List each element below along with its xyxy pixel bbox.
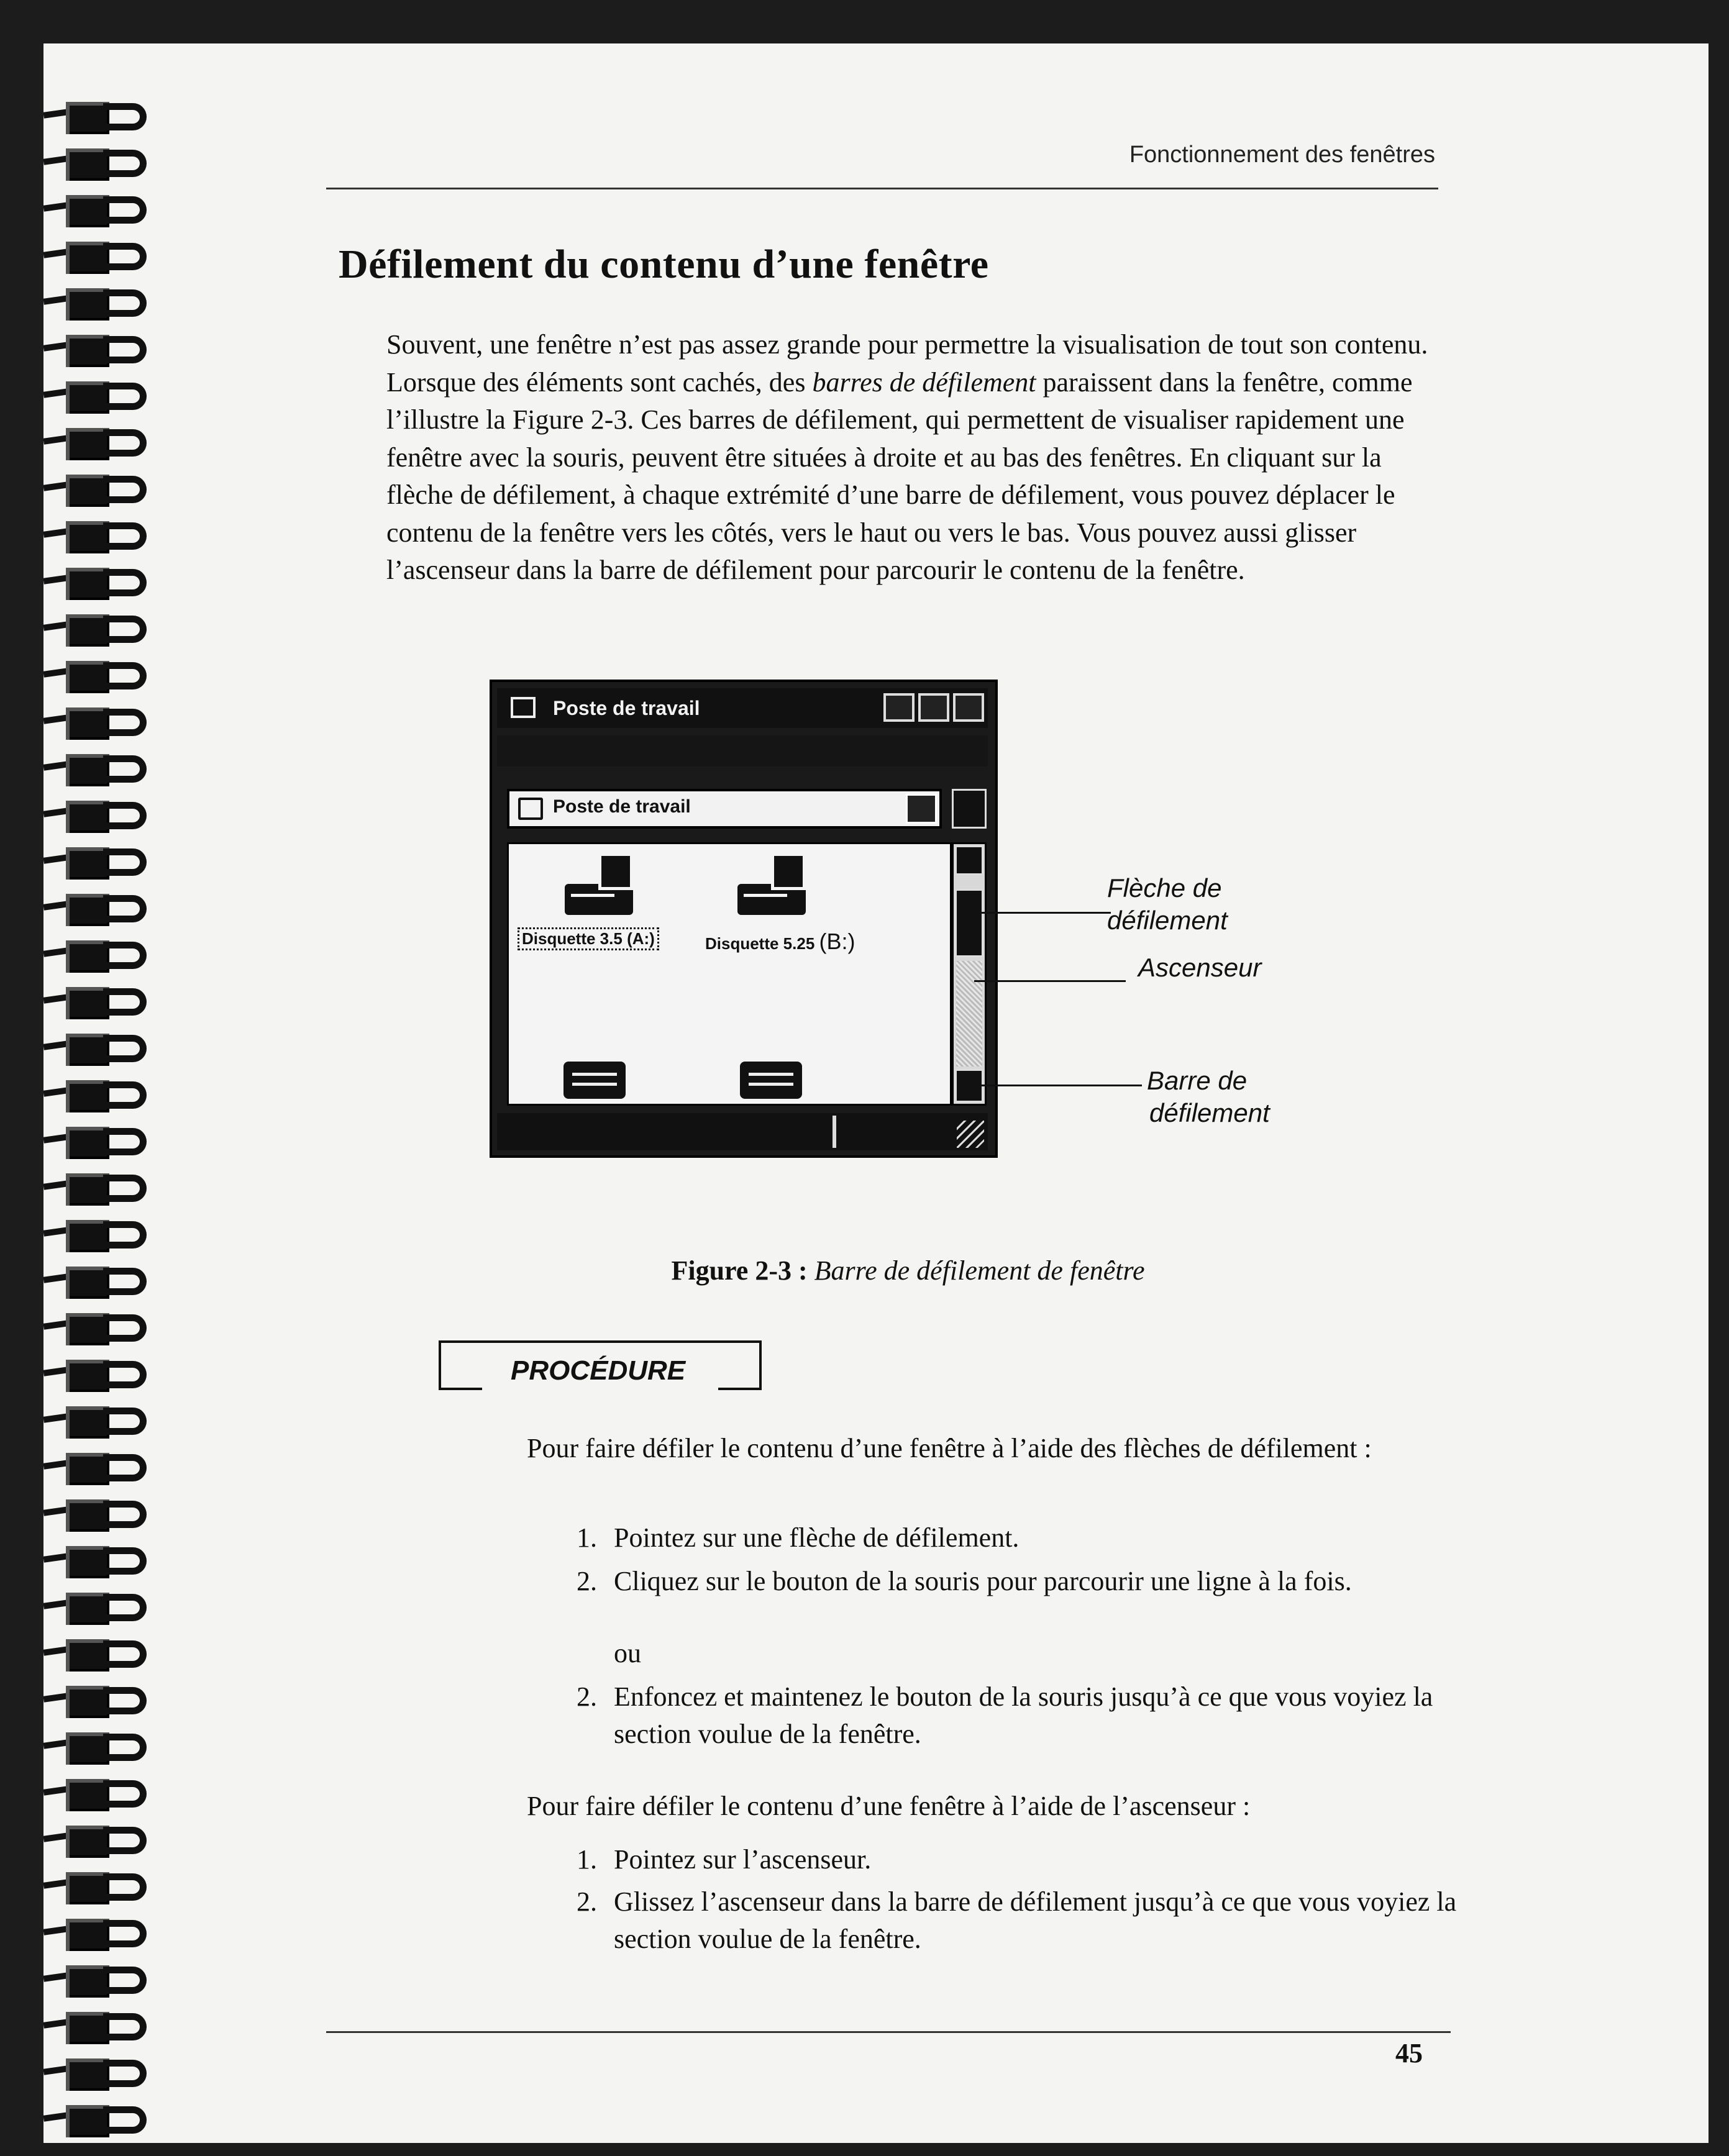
vertical-scrollbar [952, 842, 987, 1106]
procedure2-intro: Pour faire défiler le contenu d’une fenêtre à l’aide de l’ascenseur : [527, 1791, 1251, 1821]
intro-text-1: Souvent, une fenêtre n’est pas assez grande pour permettre la visualisation de tout son contenu. Lorsque des éléments sont cachés, des [386, 329, 1428, 398]
window-screenshot-figure [490, 680, 998, 1158]
section-title: Défilement du contenu d’une fenêtre [339, 242, 989, 287]
binding-ring [43, 938, 168, 975]
step-number: 2. [577, 1681, 597, 1712]
scroll-track [956, 961, 982, 1067]
binding-ring [43, 1311, 168, 1348]
drive-a-name: Disquette 3.5 [522, 929, 623, 948]
procedure-label: PROCÉDURE [511, 1355, 686, 1386]
callout-thumb: Ascenseur [1138, 953, 1262, 982]
callout-scrollbar [1147, 1065, 1270, 1129]
status-bar [497, 1113, 988, 1150]
window-titlebar [497, 688, 988, 728]
procedure1-intro: Pour faire défiler le contenu d’une fenêtre à l’aide des flèches de défilement : [527, 1433, 1372, 1463]
binding-ring [43, 1683, 168, 1721]
binding-ring [43, 1124, 168, 1162]
binding-ring [43, 1637, 168, 1674]
binding-ring [43, 1823, 168, 1860]
window-title: Poste de travail [553, 697, 700, 719]
binding-ring [43, 425, 168, 463]
procedure-box-edge [718, 1388, 762, 1390]
footer-rule [326, 2031, 1451, 2033]
intro-paragraph [386, 326, 1455, 589]
binding-ring [43, 1217, 168, 1255]
list-item [577, 1678, 1459, 1753]
binding-ring [43, 1870, 168, 1907]
binding-ring [43, 1031, 168, 1068]
running-head: Fonctionnement des fenêtres [1129, 142, 1435, 168]
page-number: 45 [1395, 2038, 1423, 2068]
close-icon [953, 693, 984, 722]
binding-ring [43, 239, 168, 276]
callout-line-arrow [974, 912, 1111, 914]
binding-ring [43, 845, 168, 882]
window-controls [883, 693, 984, 722]
binding-ring [43, 891, 168, 929]
binding-ring [43, 472, 168, 509]
binding-ring [43, 332, 168, 370]
toolbar-button [952, 789, 987, 829]
binding-ring [43, 2009, 168, 2047]
callout-scrollbar-line2: défilement [1149, 1098, 1270, 1127]
step-text: Pointez sur l’ascenseur. [614, 1844, 872, 1875]
or-separator: ou [614, 1638, 641, 1668]
floppy-drive-icon [725, 853, 806, 921]
intro-text-2: paraissent dans la fenêtre, comme l’illustre la Figure 2-3. Ces barres de défilement, qui permettent de visualiser rapidement une fenêtre avec la souris, peuvent être situées à droite et au bas des fenêtres. En cliquant sur la flèche de défilement, à chaque extrémité d’une barre de défilement, vous pouvez déplacer le contenu de la fenêtre vers les côtés, vers le haut ou vers le bas. Vous pouvez aussi glisser l’ascenseur dans la barre de défilement pour parcourir le contenu de la fenêtre. [386, 366, 1413, 585]
binding-ring [43, 1357, 168, 1394]
binding-ring [43, 705, 168, 742]
resize-grip-icon [957, 1121, 984, 1148]
step-text: Pointez sur une flèche de défilement. [614, 1522, 1020, 1553]
callout-scroll-arrow-line2: défilement [1107, 906, 1228, 935]
step-text: Cliquez sur le bouton de la souris pour parcourir une ligne à la fois. [614, 1566, 1352, 1596]
binding-ring [43, 379, 168, 416]
window-menubar [497, 735, 988, 766]
scroll-up-arrow-icon [955, 845, 983, 875]
figure-caption [43, 1255, 1708, 1286]
binding-ring [43, 1590, 168, 1627]
header-rule [326, 188, 1438, 189]
caption-text: Barre de défilement de fenêtre [814, 1255, 1145, 1286]
list-item [577, 1519, 1459, 1557]
dropdown-icon [906, 794, 937, 824]
binding-ring [43, 612, 168, 649]
callout-scroll-arrow-line1: Flèche de [1107, 873, 1222, 903]
list-item [577, 1841, 1459, 1878]
computer-icon [511, 697, 536, 718]
caption-label: Figure 2-3 : [671, 1255, 808, 1286]
step-number: 2. [577, 1886, 597, 1917]
intro-emphasis: barres de défilement [812, 366, 1036, 398]
scroll-thumb [955, 889, 983, 957]
binding-ring [43, 1730, 168, 1767]
binding-ring [43, 1078, 168, 1115]
address-text: Poste de travail [553, 796, 691, 817]
binding-ring [43, 2103, 168, 2140]
list-item [577, 1883, 1459, 1958]
binding-ring [43, 1497, 168, 1534]
hard-drive-icon [740, 1062, 802, 1099]
binding-ring [43, 193, 168, 230]
callout-line-thumb [974, 980, 1126, 982]
binding-ring [43, 798, 168, 835]
binding-ring [43, 1544, 168, 1581]
spiral-binding [43, 99, 168, 2143]
binding-ring [43, 985, 168, 1022]
callout-scrollbar-line1: Barre de [1147, 1066, 1248, 1095]
drive-a-label [518, 927, 659, 950]
binding-ring [43, 565, 168, 603]
list-item [577, 1563, 1459, 1600]
step-text: Enfoncez et maintenez le bouton de la souris jusqu’à ce que vous voyiez la section voulue de la fenêtre. [614, 1681, 1433, 1749]
binding-ring [43, 658, 168, 696]
book-page [43, 43, 1708, 2143]
procedure-box-edge [439, 1388, 482, 1390]
drive-b-name: Disquette 5.25 [705, 934, 815, 953]
floppy-drive-icon [552, 853, 633, 921]
drive-b-label [705, 929, 855, 955]
binding-ring [43, 1450, 168, 1488]
maximize-icon [918, 693, 949, 722]
drive-a-letter: (A:) [627, 929, 655, 948]
window-content [507, 842, 952, 1106]
binding-ring [43, 752, 168, 789]
step-text: Glissez l’ascenseur dans la barre de défilement jusqu’à ce que vous voyiez la section voulue de la fenêtre. [614, 1886, 1457, 1954]
callout-line-bar [974, 1085, 1142, 1086]
binding-ring [43, 519, 168, 556]
binding-ring [43, 99, 168, 137]
step-number: 1. [577, 1844, 597, 1875]
binding-ring [43, 1404, 168, 1441]
binding-ring [43, 286, 168, 323]
binding-ring [43, 146, 168, 183]
drive-b-letter: (B:) [819, 929, 855, 954]
minimize-icon [883, 693, 915, 722]
step-number: 2. [577, 1566, 597, 1596]
computer-icon [518, 798, 543, 820]
binding-ring [43, 2056, 168, 2093]
binding-ring [43, 1171, 168, 1208]
callout-scroll-arrow [1107, 872, 1228, 937]
binding-ring [43, 1963, 168, 2000]
binding-ring [43, 1776, 168, 1814]
step-number: 1. [577, 1522, 597, 1553]
binding-ring [43, 1916, 168, 1954]
address-bar [507, 789, 942, 829]
hard-drive-icon [563, 1062, 626, 1099]
